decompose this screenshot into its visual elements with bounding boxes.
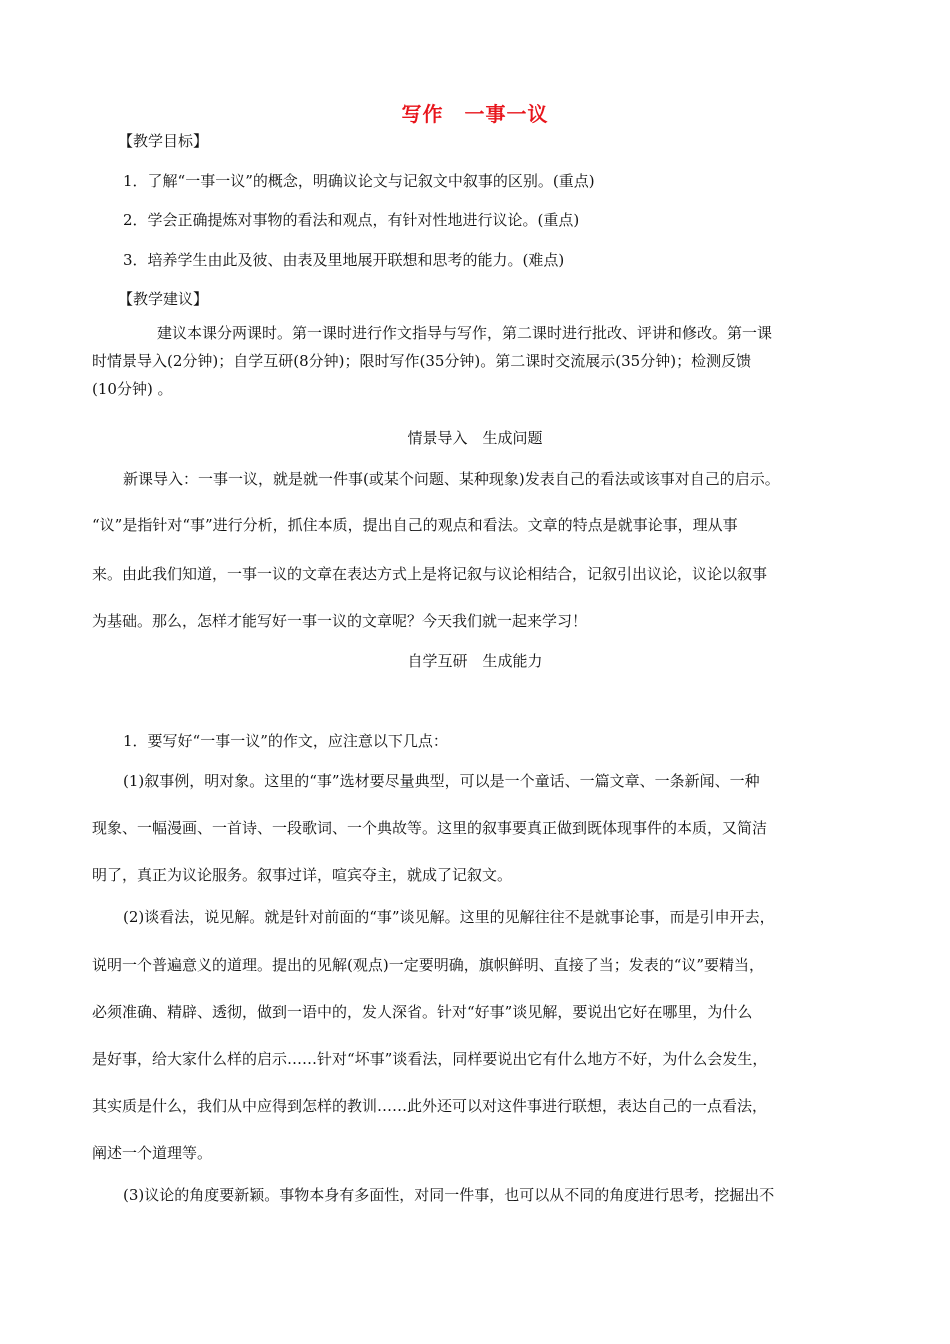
study-line-11: (3)议论的角度要新颖。事物本身有多面性，对同一件事，也可以从不同的角度进行思考，挖掘出不 bbox=[123, 1186, 775, 1204]
objective-item-3: 3．培养学生由此及彼、由表及里地展开联想和思考的能力。(难点) bbox=[123, 251, 565, 269]
suggestions-line-3: (10分钟) 。 bbox=[92, 380, 173, 398]
intro-line-1: 新课导入：一事一议，就是就一件事(或某个问题、某种现象)发表自己的看法或该事对自己的启示。 bbox=[123, 470, 780, 488]
intro-line-4: 为基础。那么，怎样才能写好一事一议的文章呢？今天我们就一起来学习！ bbox=[92, 612, 588, 630]
suggestions-line-2: 时情景导入(2分钟)；自学互研(8分钟)；限时写作(35分钟)。第二课时交流展示(35分钟)；检测反馈 bbox=[92, 352, 752, 370]
objective-item-1: 1．了解“一事一议”的概念，明确议论文与记叙文中叙事的区别。(重点) bbox=[123, 172, 595, 190]
study-line-9: 其实质是什么，我们从中应得到怎样的教训……此外还可以对这件事进行联想，表达自己的一点看法， bbox=[92, 1097, 768, 1115]
study-line-5: (2)谈看法，说见解。就是针对前面的“事”谈见解。这里的见解往往不是就事论事，而是引申开去， bbox=[123, 908, 775, 926]
section-heading-intro: 情景导入 生成问题 bbox=[407, 429, 543, 447]
study-line-1: 1．要写好“一事一议”的作文，应注意以下几点： bbox=[123, 732, 448, 750]
intro-line-3: 来。由此我们知道，一事一议的文章在表达方式上是将记叙与议论相结合，记叙引出议论，议论以叙事 bbox=[92, 565, 768, 583]
study-line-2: (1)叙事例，明对象。这里的“事”选材要尽量典型，可以是一个童话、一篇文章、一条新闻、一种 bbox=[123, 772, 760, 790]
section-heading-self-study: 自学互研 生成能力 bbox=[407, 652, 543, 670]
suggestions-heading: 【教学建议】 bbox=[118, 290, 209, 308]
study-line-10: 阐述一个道理等。 bbox=[92, 1144, 213, 1162]
suggestions-line-1: 建议本课分两课时。第一课时进行作文指导与写作，第二课时进行批改、评讲和修改。第一课 bbox=[157, 324, 773, 342]
objective-item-2: 2．学会正确提炼对事物的看法和观点，有针对性地进行议论。(重点) bbox=[123, 211, 580, 229]
objectives-heading: 【教学目标】 bbox=[118, 132, 209, 150]
intro-line-2: “议”是指针对“事”进行分析，抓住本质，提出自己的观点和看法。文章的特点是就事论事，理从事 bbox=[92, 516, 738, 534]
study-line-8: 是好事，给大家什么样的启示……针对“坏事”谈看法，同样要说出它有什么地方不好，为什么会发生， bbox=[92, 1050, 768, 1068]
study-line-6: 说明一个普遍意义的道理。提出的见解(观点)一定要明确，旗帜鲜明、直接了当；发表的“议”要精当， bbox=[92, 956, 765, 974]
study-line-3: 现象、一幅漫画、一首诗、一段歌词、一个典故等。这里的叙事要真正做到既体现事件的本质，又简洁 bbox=[92, 819, 768, 837]
study-line-7: 必须准确、精辟、透彻，做到一语中的，发人深省。针对“好事”谈见解，要说出它好在哪里，为什么 bbox=[92, 1003, 753, 1021]
document-title: 写作 一事一议 bbox=[401, 102, 549, 126]
study-line-4: 明了，真正为议论服务。叙事过详，喧宾夺主，就成了记叙文。 bbox=[92, 866, 513, 884]
